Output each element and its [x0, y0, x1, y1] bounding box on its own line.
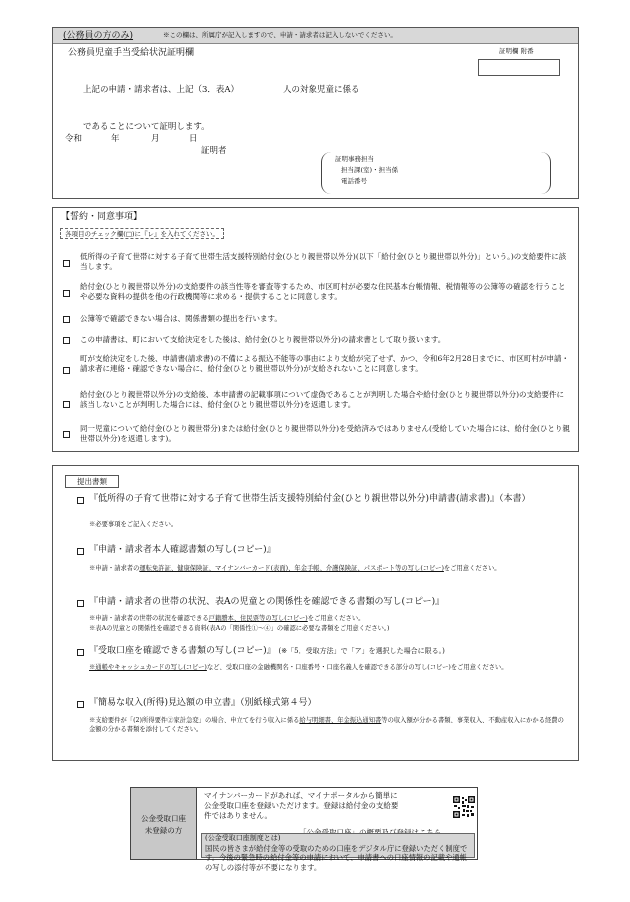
- pledge-checkbox[interactable]: [63, 401, 70, 408]
- cert-month: 月: [151, 134, 160, 144]
- cert-line-1a: 上記の申請・請求者は、上記（3．表A）: [83, 85, 240, 95]
- document-name: 『簡易な収入(所得)見込額の申立書』（別紙様式第４号）: [89, 698, 317, 708]
- document-checkbox[interactable]: [77, 497, 84, 504]
- account-system-title: (公金受取口座制度とは): [205, 834, 281, 842]
- documents-tag: 提出書類: [65, 475, 119, 488]
- pledge-text: 低所得の子育て世帯に対する子育て世帯生活支援特別給付金(ひとり親世帯以外分)(以下「給付金(ひとり親世帯以外分)」という。)の支給要件に該当します。: [80, 252, 567, 271]
- document-name: 『申請・請求者本人確認書類の写し(コピー)』: [89, 545, 276, 555]
- document-checkbox[interactable]: [77, 649, 84, 656]
- contact-line-1: 証明事務担当: [335, 155, 374, 163]
- pledge-text: 同一児童について給付金(ひとり親世帯分)または給付金(ひとり親世帯以外分)を受給済みではありません(受給していた場合には、給付金(ひとり親世帯以外分)を返還します)。: [80, 424, 570, 443]
- contact-line-3: 電話番号: [341, 177, 367, 185]
- document-checkbox[interactable]: [77, 701, 84, 708]
- cert-line-1b: 人の対象児童に係る: [283, 85, 360, 95]
- cert-title: 公務員児童手当受給状況証明欄: [68, 48, 195, 58]
- pledge-checkbox[interactable]: [63, 316, 70, 323]
- cert-number-field[interactable]: [478, 59, 560, 76]
- pledge-text: この申請書は、町において支給決定をした後は、給付金(ひとり親世帯以外分)の請求書として取り扱います。: [80, 335, 446, 344]
- required-documents-section: [52, 465, 579, 761]
- document-checkbox[interactable]: [77, 548, 84, 555]
- pledge-text: 公簿等で確認できない場合は、関係書類の提出を行います。: [80, 314, 282, 323]
- cert-number-label: 証明欄 附番: [499, 47, 534, 55]
- pledge-text: 給付金(ひとり親世帯以外分)の支給後、本申請書の記載事項について虚偽であることが判明した場合や給付金(ひとり親世帯以外分)の支給要件に該当しないことが判明した場合には、給付金(ひとり親世帯以外分)を返還します。: [80, 390, 565, 409]
- pledge-text: 給付金(ひとり親世帯以外分)の支給要件の該当性等を審査等するため、市区町村が必要な住民基本台帳情報、税情報等の公簿等の確認を行うことや必要な資料の提供を他の行政機関等に求める・提供することに同意します。: [80, 282, 566, 301]
- pledge-instruction: 各項目のチェック欄(□)に『レ』を入れてください。: [60, 228, 224, 239]
- document-name: 『申請・請求者の世帯の状況、表Aの児童との関係性を確認できる書類の写し(コピー)』: [89, 597, 445, 607]
- cert-header-bar: [53, 28, 578, 44]
- pledge-section: [52, 207, 579, 452]
- pledge-checkbox[interactable]: [63, 337, 70, 344]
- pledge-checkbox[interactable]: [63, 367, 70, 374]
- pledge-heading: 【誓約・同意事項】: [61, 212, 143, 222]
- cert-year: 年: [111, 134, 120, 144]
- cert-header-note: ※この欄は、所属庁が記入しますので、申請・請求者は記入しないでください。: [163, 31, 397, 39]
- cert-certifier: 証明者: [201, 146, 227, 156]
- contact-line-2: 担当課(室)・担当係: [341, 166, 399, 174]
- cert-line-2: であることについて証明します。: [83, 122, 210, 132]
- qr-code-icon[interactable]: [453, 796, 475, 818]
- pledge-checkbox[interactable]: [63, 290, 70, 297]
- cert-era: 令和: [65, 134, 83, 144]
- document-note: ※通帳やキャッシュカードの写し(コピー)など、受取口座の金融機関名・口座番号・口座名義人を確認できる部分の写し(コピー)をご用意ください。: [89, 664, 508, 671]
- document-note: ※申請・請求者の運転免許証、健康保険証、マイナンバーカード(表面)、年金手帳、介護保険証、パスポート等の写し(コピー)をご用意ください。: [89, 565, 501, 572]
- document-name: 『受取口座を確認できる書類の写し(コピー)』 (※「5．受取方法」で「ア」を選択した場合に限る。): [89, 646, 445, 656]
- document-note: ※申請・請求者の世帯の状況を確認できる戸籍謄本、住民票等の写し(コピー)をご用意ください。: [89, 615, 365, 622]
- pledge-checkbox[interactable]: [63, 431, 70, 438]
- document-name: 『低所得の子育て世帯に対する子育て世帯生活支援特別給付金(ひとり親世帯以外分)申請書(請求書)』（本書）: [89, 494, 531, 504]
- account-system-text: 国民の皆さまが給付金等の受取のための口座をデジタル庁に登録いただく制度です。今後の緊急時の給付金等の申請において、申請書への口座情報の記載や通帳の写しの添付等が不要になります。: [205, 844, 468, 872]
- account-system-box: [201, 833, 475, 872]
- pledge-text: 町が支給決定をした後、申請書(請求書)の不備による振込不能等の事由により支給が完了せず、かつ、令和6年2月28日までに、市区町村が申請・請求者に連絡・確認できない場合に、給付金(ひとり親世帯以外分)が支給されないことに同意します。: [80, 354, 570, 373]
- public-account-box: [130, 787, 478, 872]
- pledge-checkbox[interactable]: [63, 260, 70, 267]
- cert-day: 日: [189, 134, 198, 144]
- document-note: ※必要事項をご記入ください。: [89, 521, 178, 528]
- account-label: 公金受取口座 未登録の方: [131, 788, 197, 859]
- document-checkbox[interactable]: [77, 600, 84, 607]
- cert-header-label: (公務員の方のみ): [63, 31, 134, 41]
- civil-servant-cert-section: [52, 27, 579, 199]
- account-text: マイナンバーカードがあれば、マイナポータルから簡単に公金受取口座を登録いただけます。登録は給付金の支給要件ではありません。: [204, 791, 399, 821]
- document-note: ※表Aの児童との関係性を確認できる資料(表Aの「関係性①～④」の確認に必要な書類をご用意ください。): [89, 625, 390, 632]
- document-note: ※支給要件が「(2)所得要件②家計急変」の場合、申立てを行う収入に係る給与明細書、年金振込通知書等の収入額が分かる書類、事業収入、不動産収入にかかる経費の金額の分かる書類を添付してください。: [89, 717, 564, 733]
